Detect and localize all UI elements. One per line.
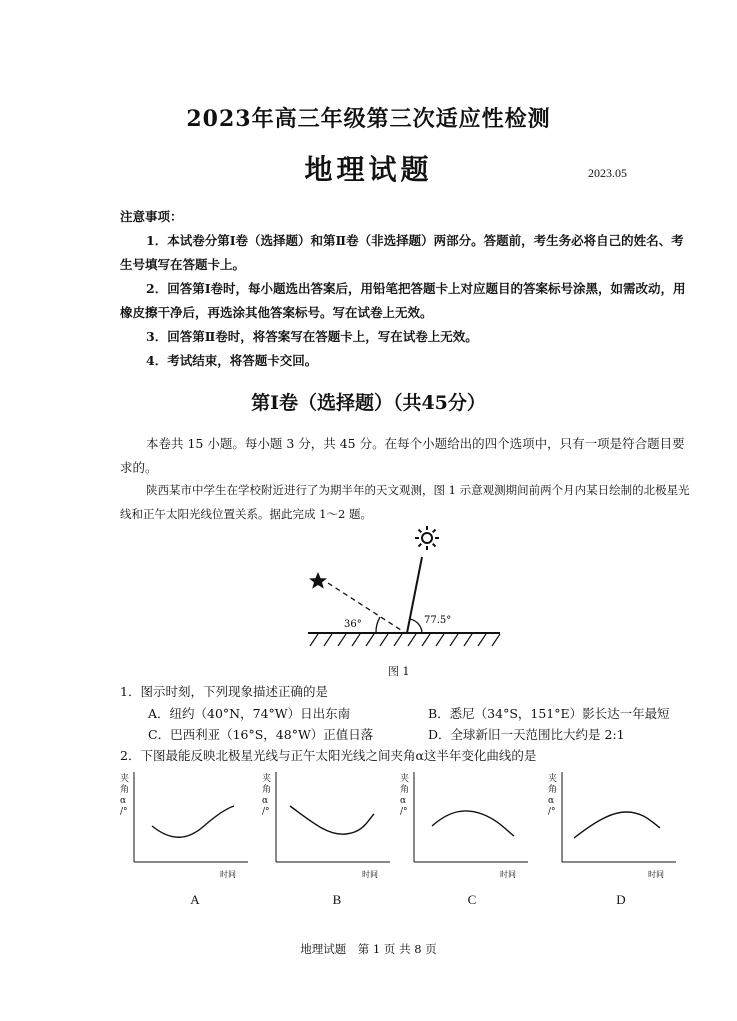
angle-label-36: 36° [344,619,362,630]
curve-option-label-b: B [332,892,342,907]
curve-line-a [152,806,234,837]
x-axis-label: 时间 [500,870,516,879]
y-axis-label: 夹 角 α /° [262,774,272,817]
y-axis-label: 夹 角 α /° [400,774,410,817]
exam-date: 2023.05 [588,166,627,180]
notice-item-4: 4．考试结束，将答题卡交回。 [146,353,318,368]
curve-graph-a [120,770,250,885]
notice-heading: 注意事项： [120,209,183,224]
notice-item-3: 3．回答第Ⅱ卷时，将答案写在答题卡上，写在试卷上无效。 [146,329,478,344]
curve-graph-b [262,770,392,885]
notice-item-1: 1．本试卷分第Ⅰ卷（选择题）和第Ⅱ卷（非选择题）两部分。答题前，考生务必将自己的姓名、考生号填写在答题卡上。 [120,233,684,272]
question-2-stem: 2．下图最能反映北极星光线与正午太阳光线之间夹角α这半年变化曲线的是 [120,748,537,763]
question-1-option-d: D．全球新旧一天范围比大约是 2:1 [428,727,625,742]
curve-option-label-a: A [190,892,200,907]
exam-header-title: 2023年高三年级第三次适应性检测 [186,106,551,132]
section-intro: 本卷共 15 小题。每小题 3 分，共 45 分。在每个小题给出的四个选项中，只有一项是符合题目要求的。 [120,436,685,475]
section-title: 第Ⅰ卷（选择题）（共45分） [251,392,486,414]
curve-line-b [290,806,374,834]
notice-item-2: 2．回答第Ⅰ卷时，每小题选出答案后，用铅笔把答题卡上对应题目的答案标号涂黑，如需改动，用橡皮擦干净后，再选涂其他答案标号。写在试卷上无效。 [120,281,686,320]
sun-icon [415,526,439,550]
angle-arc-left [376,617,380,633]
angle-label-77-5: 77.5° [424,615,452,626]
question-1-option-c: C．巴西利亚（16°S，48°W）正值日落 [148,727,374,742]
curve-line-c [432,811,514,836]
x-axis-label: 时间 [362,870,378,879]
curve-graph-c [400,770,530,885]
ground-hatching [310,634,500,646]
y-axis-label: 夹 角 α /° [120,774,130,817]
curve-option-label-d: D [616,892,626,907]
polaris-ray [328,583,404,632]
question-1-option-b: B．悉尼（34°S，151°E）影长达一年最短 [428,706,670,721]
angle-arc-right [410,619,422,633]
subject-title: 地理试题 [304,153,433,186]
figure-1-diagram [300,520,510,655]
question-1-option-a: A．纽约（40°N，74°W）日出东南 [148,706,351,721]
x-axis-label: 时间 [220,870,236,879]
y-axis-label: 夹 角 α /° [548,774,558,817]
curve-line-d [574,812,660,838]
question-1-stem: 1．图示时刻，下列现象描述正确的是 [120,684,328,699]
noon-sun-ray [407,557,422,633]
curve-option-label-c: C [467,892,477,907]
figure-1-caption: 图 1 [388,665,410,678]
curve-graph-d [548,770,678,885]
x-axis-label: 时间 [648,870,664,879]
question-context: 陕西某市中学生在学校附近进行了为期半年的天文观测，图 1 示意观测期间前两个月内某日绘制的北极星光线和正午太阳光线位置关系。据此完成 1～2 题。 [120,483,690,521]
page-footer: 地理试题 第 1 页 共 8 页 [300,942,437,956]
polaris-star-icon [309,572,327,589]
